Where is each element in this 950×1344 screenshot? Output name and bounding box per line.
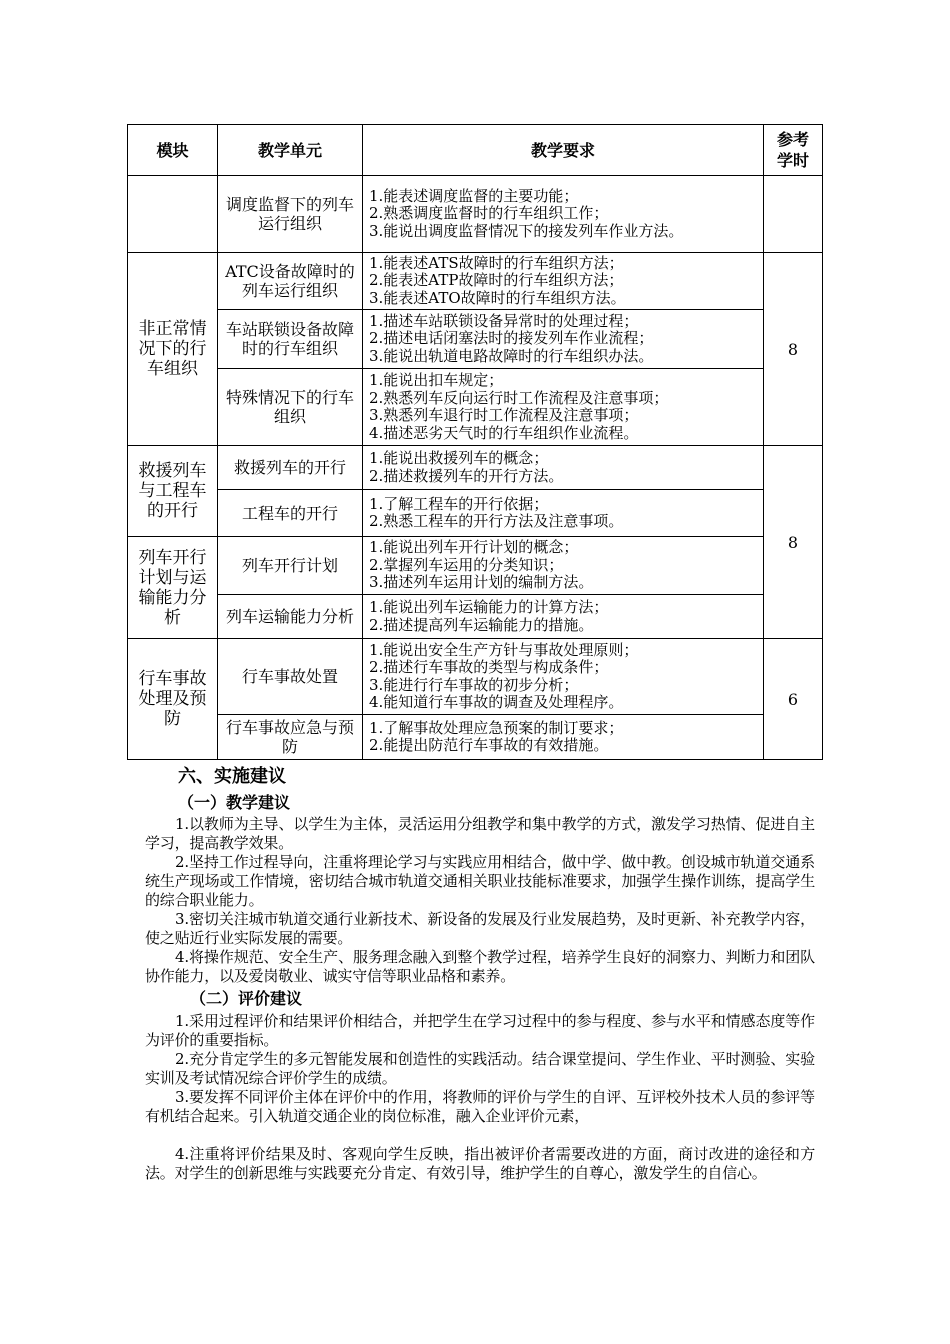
module-cell: 非正常情况下的行车组织: [128, 253, 218, 446]
requirement-item: 1.描述车站联锁设备异常时的处理过程；: [369, 311, 639, 330]
table-row: [128, 715, 823, 760]
requirement-item: 4.能知道行车事故的调查及处理程序。: [369, 693, 624, 711]
requirement-item: 2.能提出防范行车事故的有效措施。: [369, 736, 609, 754]
requirement-item: 2.熟悉列车反向运行时工作流程及注意事项；: [369, 388, 669, 407]
requirement-item: 2.熟悉工程车的开行方法及注意事项。: [369, 512, 624, 530]
table-row: [128, 639, 823, 715]
paragraph: 2.充分肯定学生的多元智能发展和创造性的实践活动。结合课堂提问、学生作业、平时测验、实验实训及考试情况综合评价学生的成绩。: [145, 1050, 815, 1087]
table-row: [128, 253, 823, 310]
table-row: [128, 446, 823, 490]
subsection-title-evaluation: （二）评价建议: [190, 989, 303, 1008]
unit-cell: ATC设备故障时的列车运行组织: [218, 253, 363, 310]
unit-cell: 工程车的开行: [218, 490, 363, 537]
module-cell: 救援列车与工程车的开行: [128, 446, 218, 537]
requirement-item: 3.能说出轨道电路故障时的行车组织办法。: [369, 346, 654, 365]
requirements-cell: [363, 176, 764, 253]
module-cell: 行车事故处理及预防: [128, 639, 218, 760]
hours-cell: 8: [764, 446, 823, 639]
table-row: [128, 176, 823, 253]
module-cell: 列车开行计划与运输能力分析: [128, 537, 218, 639]
requirements-cell: [363, 715, 764, 760]
unit-cell: 列车运输能力分析: [218, 595, 363, 639]
requirements-cell: [363, 446, 764, 490]
unit-cell: 行车事故应急与预防: [218, 715, 363, 760]
requirement-item: 3.熟悉列车退行时工作流程及注意事项；: [369, 406, 639, 424]
requirement-item: 2.能表述ATP故障时的行车组织方法；: [369, 271, 624, 290]
hours-cell-empty: [764, 176, 823, 253]
requirement-item: 2.熟悉调度监督时的行车组织工作；: [369, 204, 609, 223]
requirement-item: 1.了解工程车的开行依据；: [369, 494, 549, 513]
requirement-item: 1.能说出扣车规定；: [369, 371, 504, 389]
requirements-cell: [363, 639, 764, 715]
requirement-item: 3.能说出调度监督情况下的接发列车作业方法。: [369, 221, 684, 240]
header-hours: 参考 学时: [764, 125, 823, 176]
paragraph: 3.密切关注城市轨道交通行业新技术、新设备的发展及行业发展趋势，及时更新、补充教学内容，使之贴近行业实际发展的需要。: [145, 910, 815, 947]
requirement-item: 1.了解事故处理应急预案的制订要求；: [369, 718, 624, 737]
requirements-cell: [363, 490, 764, 537]
table-row: [128, 537, 823, 595]
paragraph: 3.要发挥不同评价主体在评价中的作用，将教师的评价与学生的自评、互评校外技术人员的参评等有机结合起来。引入轨道交通企业的岗位标准，融入企业评价元素，: [145, 1088, 815, 1125]
requirement-item: 1.能说出列车运输能力的计算方法；: [369, 598, 609, 616]
hours-cell: 8: [764, 253, 823, 446]
paragraph: 2.坚持工作过程导向，注重将理论学习与实践应用相结合，做中学、做中教。创设城市轨道交通系统生产现场或工作情境，密切结合城市轨道交通相关职业技能标准要求，加强学生操作训练，提高学生的综合职业能力。: [145, 853, 815, 909]
paragraph: 4.将操作规范、安全生产、服务理念融入到整个教学过程，培养学生良好的洞察力、判断力和团队协作能力，以及爱岗敬业、诚实守信等职业品格和素养。: [145, 948, 815, 985]
unit-cell: 调度监督下的列车运行组织: [218, 176, 363, 253]
requirement-item: 1.能表述调度监督的主要功能；: [369, 186, 579, 205]
requirement-item: 2.掌握列车运用的分类知识；: [369, 555, 564, 574]
requirement-item: 2.描述救援列车的开行方法。: [369, 466, 564, 485]
requirement-item: 4.描述恶劣天气时的行车组织作业流程。: [369, 423, 639, 442]
unit-cell: 列车开行计划: [218, 537, 363, 595]
paragraph: 1.采用过程评价和结果评价相结合，并把学生在学习过程中的参与程度、参与水平和情感态度等作为评价的重要指标。: [145, 1012, 815, 1049]
table-row: [128, 595, 823, 639]
requirement-item: 1.能表述ATS故障时的行车组织方法；: [369, 253, 624, 272]
requirements-cell: [363, 369, 764, 446]
requirement-item: 3.能进行行车事故的初步分析；: [369, 675, 579, 694]
requirement-item: 2.描述提高列车运输能力的措施。: [369, 615, 594, 634]
requirements-cell: [363, 537, 764, 595]
header-module: 模块: [128, 125, 218, 176]
table-row: [128, 310, 823, 369]
requirement-item: 3.描述列车运用计划的编制方法。: [369, 573, 594, 592]
unit-cell: 特殊情况下的行车组织: [218, 369, 363, 446]
requirement-item: 1.能说出安全生产方针与事故处理原则；: [369, 640, 639, 659]
requirements-cell: [363, 595, 764, 639]
unit-cell: 救援列车的开行: [218, 446, 363, 490]
requirement-item: 2.描述行车事故的类型与构成条件；: [369, 658, 609, 676]
header-requirements: 教学要求: [363, 125, 764, 176]
unit-cell: 车站联锁设备故障时的行车组织: [218, 310, 363, 369]
table-header-row: [128, 125, 823, 176]
module-cell-empty: [128, 176, 218, 253]
requirement-item: 1.能说出列车开行计划的概念；: [369, 538, 579, 557]
requirement-item: 3.能表述ATO故障时的行车组织方法。: [369, 288, 626, 307]
subsection-title-teaching: （一）教学建议: [178, 793, 291, 812]
table-row: [128, 369, 823, 446]
unit-cell: 行车事故处置: [218, 639, 363, 715]
requirement-item: 1.能说出救援列车的概念；: [369, 449, 549, 467]
hours-cell: 6: [764, 639, 823, 760]
table-row: [128, 490, 823, 537]
paragraph: 1.以教师为主导、以学生为主体，灵活运用分组教学和集中教学的方式，激发学习热情、促进自主学习，提高教学效果。: [145, 815, 815, 852]
section-title: 六、实施建议: [178, 766, 286, 787]
curriculum-table: [127, 124, 823, 760]
header-unit: 教学单元: [218, 125, 363, 176]
requirements-cell: [363, 253, 764, 310]
requirements-cell: [363, 310, 764, 369]
paragraph: 4.注重将评价结果及时、客观向学生反映，指出被评价者需要改进的方面，商讨改进的途径和方法。对学生的创新思维与实践要充分肯定、有效引导，维护学生的自尊心，激发学生的自信心。: [145, 1145, 815, 1182]
requirement-item: 2.描述电话闭塞法时的接发列车作业流程；: [369, 329, 654, 348]
